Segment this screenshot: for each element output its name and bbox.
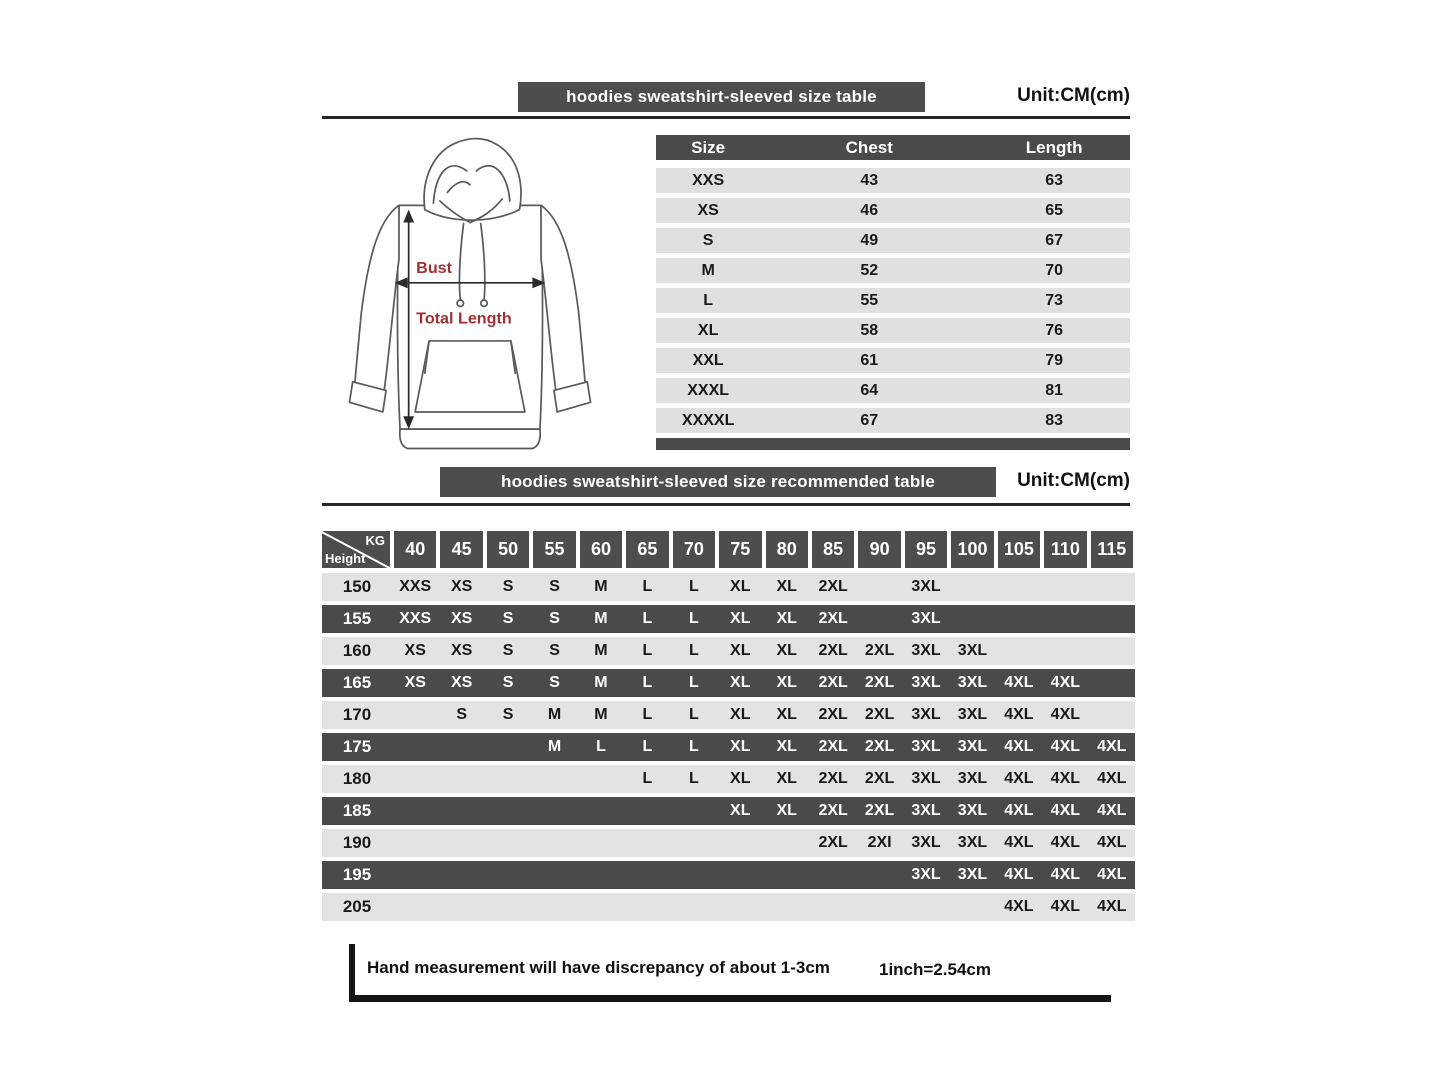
size-recommendation-cell: 2XL [818, 642, 848, 659]
size-recommendation-cell: 3XL [911, 706, 941, 723]
size-recommendation-cell: 4XL [1004, 674, 1034, 691]
size-recommendation-cell: L [642, 578, 653, 595]
size-table-header-band [322, 82, 1132, 112]
size-recommendation-cell [531, 829, 577, 857]
length-cell: 79 [1045, 352, 1064, 369]
weight-column-header: 65 [626, 531, 668, 568]
size-recommendation-cell [856, 573, 902, 601]
size-recommendation-cell: L [688, 642, 699, 659]
chest-cell: 64 [860, 382, 879, 399]
height-row-label: 185 [342, 801, 372, 820]
size-recommendation-cell [438, 829, 484, 857]
size-recommendation-cell [1089, 573, 1135, 601]
size-recommendation-cell: 3XL [957, 642, 988, 659]
size-recommendation-cell: S [502, 706, 514, 723]
size-recommendation-cell [531, 797, 577, 825]
weight-column-header: 55 [533, 531, 575, 568]
size-recommendation-cell [438, 797, 484, 825]
size-recommendation-cell: 3XL [911, 642, 941, 659]
size-recommendation-cell: XXS [399, 610, 432, 627]
weight-column-header: 105 [998, 531, 1040, 568]
size-recommendation-cell [717, 893, 763, 921]
chest-cell: 52 [860, 262, 879, 279]
size-recommendation-cell: 4XL [1050, 738, 1081, 755]
length-cell: 67 [1045, 232, 1064, 249]
size-recommendation-cell: XL [776, 610, 797, 627]
size-recommendation-cell [392, 861, 438, 889]
size-recommendation-cell: 4XL [1050, 706, 1081, 723]
size-recommendation-cell [996, 605, 1042, 633]
size-recommendation-cell: 2XI [867, 834, 892, 851]
size-recommendation-cell [671, 797, 717, 825]
size-recommendation-cell: 3XL [957, 802, 988, 819]
size-recommendation-cell: 4XL [1097, 738, 1127, 755]
length-column-header: Length [1025, 138, 1083, 157]
weight-column-header: 75 [719, 531, 761, 568]
size-recommendation-cell [671, 829, 717, 857]
size-recommendation-cell: M [594, 674, 608, 691]
hoodie-measurement-diagram [330, 130, 610, 455]
size-recommendation-cell [1089, 701, 1135, 729]
footer-note-block [349, 944, 1111, 1002]
size-recommendation-cell: 2XL [818, 802, 848, 819]
size-recommendation-cell: 4XL [1097, 834, 1127, 851]
bust-label: Bust [416, 259, 453, 278]
size-recommendation-cell [717, 861, 763, 889]
size-table-row [656, 348, 1130, 373]
size-recommendation-cell: 3XL [957, 706, 988, 723]
size-table-row [656, 378, 1130, 403]
height-row-label: 160 [342, 641, 372, 660]
size-cell: XXXL [687, 382, 730, 399]
height-row-label: 175 [342, 737, 372, 756]
weight-column-header: 45 [440, 531, 482, 568]
size-recommendation-cell [392, 765, 438, 793]
chest-cell: 49 [860, 232, 879, 249]
size-table-bottom-bar [656, 438, 1130, 450]
size-recommendation-cell: XL [730, 674, 751, 691]
hoodie-right-sleeve [541, 205, 585, 392]
size-recommendation-cell: 4XL [1004, 802, 1034, 819]
height-row-label: 195 [342, 865, 372, 884]
size-table-row [656, 288, 1130, 313]
size-recommendation-cell [392, 829, 438, 857]
chest-cell: 43 [860, 172, 879, 189]
size-recommendation-cell: L [596, 738, 606, 755]
size-table-row [656, 318, 1130, 343]
size-recommendation-cell [531, 861, 577, 889]
length-cell: 65 [1045, 202, 1064, 219]
height-row-label: 190 [342, 833, 372, 852]
size-recommendation-cell: 3XL [957, 738, 988, 755]
size-recommendation-cell: S [502, 578, 514, 595]
size-recommendation-cell: 4XL [1004, 834, 1034, 851]
size-recommendation-cell: XL [730, 770, 751, 787]
size-recommendation-cell [392, 701, 438, 729]
size-recommendation-cell: 3XL [911, 866, 941, 883]
size-recommendation-cell: 3XL [911, 834, 941, 851]
size-recommendation-cell [485, 829, 531, 857]
size-recommendation-cell: S [456, 706, 467, 723]
size-recommendation-cell: L [642, 770, 653, 787]
matrix-row [322, 637, 1135, 665]
size-recommendation-cell [624, 893, 670, 921]
hoodie-hem [400, 429, 540, 448]
size-recommendation-cell [1042, 605, 1088, 633]
size-cell: M [701, 262, 715, 279]
size-table-unit: Unit:CM(cm) [1017, 85, 1130, 106]
matrix-row [322, 765, 1135, 793]
size-recommendation-cell: 2XL [864, 802, 895, 819]
size-recommendation-cell [531, 893, 577, 921]
length-cell: 70 [1045, 262, 1064, 279]
size-recommendation-cell: 3XL [957, 866, 988, 883]
recommended-size-matrix [322, 531, 1135, 925]
size-table-title: hoodies sweatshirt-sleeved size table [518, 82, 925, 112]
size-recommendation-cell: 3XL [911, 802, 941, 819]
size-recommendation-cell: XL [776, 770, 797, 787]
size-recommendation-cell: 2XL [818, 610, 848, 627]
size-recommendation-cell [392, 893, 438, 921]
size-recommendation-cell [485, 733, 531, 761]
measurement-discrepancy-note: Hand measurement will have discrepancy of about 1-3cm [367, 958, 830, 977]
size-recommendation-cell: XS [404, 674, 426, 691]
size-recommendation-cell: XL [776, 674, 797, 691]
size-recommendation-cell [856, 605, 902, 633]
size-recommendation-cell: 3XL [911, 610, 941, 627]
size-recommendation-cell [578, 893, 624, 921]
size-cell: XL [697, 322, 719, 339]
size-recommendation-cell [996, 637, 1042, 665]
size-recommendation-cell: 2XL [818, 834, 848, 851]
size-recommendation-cell: S [549, 642, 560, 659]
size-recommendation-cell: XS [450, 578, 473, 595]
hoodie-pocket [415, 341, 525, 412]
size-recommendation-cell [1042, 637, 1088, 665]
size-recommendation-cell: S [502, 674, 514, 691]
weight-column-header: 100 [951, 531, 993, 568]
size-recommendation-cell: M [594, 706, 608, 723]
size-recommendation-cell: 4XL [1050, 802, 1081, 819]
size-recommendation-cell: 4XL [1004, 706, 1034, 723]
chest-cell: 58 [860, 322, 879, 339]
size-recommendation-cell [671, 861, 717, 889]
size-recommendation-cell [392, 733, 438, 761]
size-recommendation-cell [624, 829, 670, 857]
size-cell: XXL [692, 352, 724, 369]
size-column-header: Size [691, 138, 726, 157]
size-cell: XXXXL [681, 412, 735, 429]
size-recommendation-cell: 3XL [957, 834, 988, 851]
size-recommendation-cell [531, 765, 577, 793]
height-row-label: 180 [342, 769, 372, 788]
size-table-row [656, 258, 1130, 283]
size-recommendation-cell: 2XL [818, 770, 848, 787]
matrix-corner-cell [322, 531, 390, 568]
size-recommendation-cell: 4XL [1004, 898, 1034, 915]
size-recommendation-cell: L [688, 738, 699, 755]
recommended-table-title: hoodies sweatshirt-sleeved size recommended table [440, 467, 996, 497]
chest-cell: 61 [860, 352, 879, 369]
size-recommendation-cell: S [502, 642, 514, 659]
size-recommendation-cell [392, 797, 438, 825]
height-row-label: 155 [342, 609, 372, 628]
weight-column-header: 80 [766, 531, 808, 568]
size-recommendation-cell [578, 797, 624, 825]
size-recommendation-cell: L [642, 642, 653, 659]
size-cell: L [703, 292, 714, 309]
size-table-body [656, 168, 1130, 433]
weight-column-header: 90 [858, 531, 900, 568]
size-recommendation-cell: L [642, 738, 653, 755]
size-recommendation-cell [903, 893, 949, 921]
size-recommendation-cell: M [594, 642, 608, 659]
size-table-row [656, 408, 1130, 433]
size-recommendation-cell: XL [730, 738, 751, 755]
weight-column-header: 115 [1091, 531, 1133, 568]
kg-axis-label: KG [365, 533, 385, 548]
height-row-label: 150 [342, 577, 372, 596]
size-recommendation-cell [1042, 573, 1088, 601]
size-recommendation-cell: XS [404, 642, 426, 659]
length-cell: 73 [1045, 292, 1064, 309]
size-recommendation-cell: 3XL [911, 738, 941, 755]
size-recommendation-cell: L [642, 610, 653, 627]
size-recommendation-cell [1089, 669, 1135, 697]
size-recommendation-cell [438, 733, 484, 761]
weight-column-header: 40 [394, 531, 436, 568]
hoodie-left-sleeve [355, 205, 399, 392]
size-recommendation-cell: 2XL [864, 770, 895, 787]
size-recommendation-cell: L [688, 674, 699, 691]
size-recommendation-cell: 2XL [864, 642, 895, 659]
size-recommendation-cell: 4XL [1050, 866, 1081, 883]
divider-line-middle [322, 503, 1130, 506]
size-recommendation-cell [438, 861, 484, 889]
size-recommendation-cell [717, 829, 763, 857]
size-recommendation-cell: XL [730, 610, 751, 627]
size-recommendation-cell: S [549, 674, 560, 691]
size-recommendation-cell: L [688, 706, 699, 723]
size-recommendation-cell [949, 573, 995, 601]
size-recommendation-cell: 2XL [818, 674, 848, 691]
matrix-row [322, 861, 1135, 889]
size-recommendation-cell [810, 893, 856, 921]
size-recommendation-cell [624, 861, 670, 889]
size-recommendation-cell: L [688, 578, 699, 595]
size-recommendation-cell: 2XL [818, 578, 848, 595]
weight-column-header: 110 [1044, 531, 1086, 568]
matrix-row [322, 733, 1135, 761]
size-recommendation-cell: XL [730, 578, 751, 595]
size-recommendation-cell: 2XL [864, 738, 895, 755]
size-recommendation-cell: 3XL [911, 674, 941, 691]
size-recommendation-cell: 3XL [957, 770, 988, 787]
size-recommendation-cell: S [502, 610, 514, 627]
size-table-row [656, 198, 1130, 223]
size-table-row [656, 168, 1130, 193]
size-recommendation-cell: XL [776, 802, 797, 819]
weight-column-header: 70 [673, 531, 715, 568]
footer-left-bar [349, 944, 355, 995]
size-recommendation-cell [485, 765, 531, 793]
matrix-row [322, 829, 1135, 857]
matrix-body [322, 573, 1135, 921]
chest-column-header: Chest [845, 138, 893, 157]
size-recommendation-cell [949, 605, 995, 633]
size-recommendation-cell: M [594, 610, 608, 627]
size-recommendation-cell: 4XL [1097, 898, 1127, 915]
size-recommendation-cell [996, 573, 1042, 601]
size-recommendation-cell: XL [776, 642, 797, 659]
size-recommendation-cell: XS [450, 674, 473, 691]
divider-line-top [322, 116, 1130, 119]
size-recommendation-cell: 4XL [1097, 770, 1127, 787]
size-recommendation-cell [810, 861, 856, 889]
size-cell: XXS [692, 172, 725, 189]
matrix-row [322, 669, 1135, 697]
length-cell: 76 [1045, 322, 1064, 339]
size-recommendation-cell: 4XL [1097, 802, 1127, 819]
matrix-header-row [322, 531, 1135, 568]
size-recommendation-cell: 4XL [1050, 898, 1081, 915]
matrix-row [322, 573, 1135, 601]
size-recommendation-cell: M [594, 578, 608, 595]
length-cell: 83 [1045, 412, 1064, 429]
size-recommendation-cell: 3XL [911, 578, 941, 595]
size-recommendation-cell [438, 893, 484, 921]
size-recommendation-cell: 4XL [1004, 866, 1034, 883]
chest-cell: 46 [860, 202, 879, 219]
size-recommendation-cell [578, 829, 624, 857]
total-length-label: Total Length [416, 309, 512, 328]
size-table-row [656, 228, 1130, 253]
weight-column-header: 85 [812, 531, 854, 568]
size-recommendation-cell: 3XL [957, 674, 988, 691]
size-recommendation-cell: S [549, 578, 560, 595]
hoodie-sketch [330, 130, 610, 455]
size-recommendation-cell [764, 893, 810, 921]
weight-column-header: 95 [905, 531, 947, 568]
size-recommendation-cell [764, 829, 810, 857]
size-recommendation-cell [764, 861, 810, 889]
size-recommendation-cell: 2XL [864, 674, 895, 691]
recommended-table-header-band [322, 467, 1132, 497]
matrix-row [322, 605, 1135, 633]
size-recommendation-cell: XL [730, 802, 751, 819]
length-cell: 81 [1045, 382, 1064, 399]
size-recommendation-cell [624, 797, 670, 825]
size-recommendation-cell: S [549, 610, 560, 627]
size-recommendation-cell [949, 893, 995, 921]
weight-column-header: 50 [487, 531, 529, 568]
size-recommendation-cell [856, 861, 902, 889]
size-recommendation-cell: XS [450, 610, 473, 627]
size-recommendation-cell [1089, 637, 1135, 665]
size-recommendation-cell: 3XL [911, 770, 941, 787]
size-recommendation-cell: M [547, 706, 562, 723]
height-row-label: 205 [342, 897, 372, 916]
size-recommendation-cell: L [688, 610, 699, 627]
matrix-row [322, 701, 1135, 729]
size-recommendation-cell: 4XL [1050, 674, 1081, 691]
size-recommendation-cell [578, 861, 624, 889]
matrix-row [322, 797, 1135, 825]
size-recommendation-cell [1089, 605, 1135, 633]
inch-conversion-note: 1inch=2.54cm [879, 960, 991, 979]
size-recommendation-cell: L [642, 706, 653, 723]
size-recommendation-cell: 4XL [1004, 770, 1034, 787]
size-recommendation-cell: XXS [399, 578, 432, 595]
size-recommendation-cell [485, 861, 531, 889]
size-recommendation-cell [438, 765, 484, 793]
size-recommendation-cell: XL [730, 706, 751, 723]
height-row-label: 170 [342, 705, 372, 724]
size-table-header-row [656, 135, 1130, 160]
size-recommendation-cell: M [547, 738, 562, 755]
matrix-row [322, 893, 1135, 921]
size-recommendation-cell: XS [450, 642, 473, 659]
size-table [656, 135, 1130, 450]
size-recommendation-cell: 2XL [818, 738, 848, 755]
size-recommendation-cell: 4XL [1097, 866, 1127, 883]
size-recommendation-cell: 2XL [818, 706, 848, 723]
footer-bottom-bar [349, 995, 1111, 1002]
weight-column-header: 60 [580, 531, 622, 568]
length-cell: 63 [1045, 172, 1064, 189]
size-recommendation-cell [671, 893, 717, 921]
height-row-label: 165 [342, 673, 372, 692]
size-recommendation-cell: XL [776, 738, 797, 755]
size-cell: S [702, 232, 714, 249]
chest-cell: 67 [860, 412, 879, 429]
size-recommendation-cell: L [642, 674, 653, 691]
size-recommendation-cell: 4XL [1050, 834, 1081, 851]
size-cell: XS [697, 202, 719, 219]
size-recommendation-cell: L [688, 770, 699, 787]
size-recommendation-cell [578, 765, 624, 793]
recommended-table-unit: Unit:CM(cm) [1017, 470, 1130, 491]
size-recommendation-cell: XL [776, 578, 797, 595]
size-recommendation-cell [856, 893, 902, 921]
size-recommendation-cell: XL [776, 706, 797, 723]
chest-cell: 55 [860, 292, 879, 309]
size-recommendation-cell: 4XL [1050, 770, 1081, 787]
size-recommendation-cell [485, 797, 531, 825]
size-recommendation-cell [485, 893, 531, 921]
height-axis-label: Height [325, 551, 366, 566]
size-recommendation-cell: 4XL [1004, 738, 1034, 755]
size-recommendation-cell: XL [730, 642, 751, 659]
size-recommendation-cell: 2XL [864, 706, 895, 723]
